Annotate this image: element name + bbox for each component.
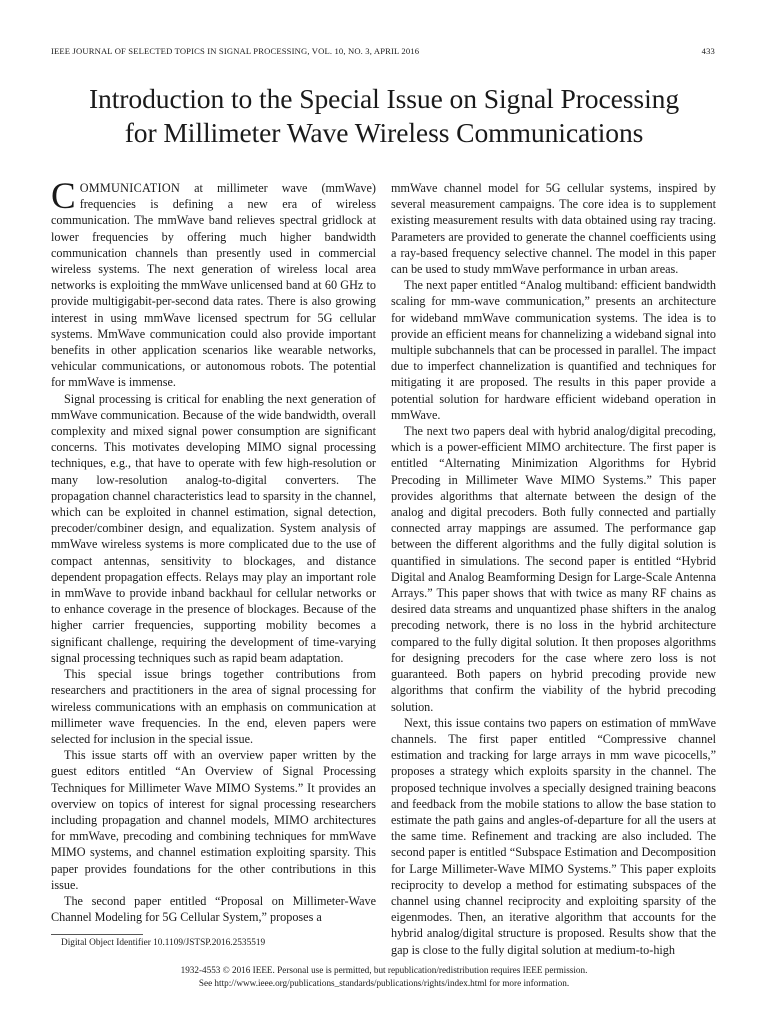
- drop-cap: C: [51, 176, 76, 217]
- paragraph: [51, 176, 376, 391]
- page-number: 433: [701, 46, 715, 56]
- paragraph: The second paper entitled “Proposal on Millimeter-Wave Channel Modeling for 5G Cellular System,” proposes a: [51, 893, 376, 925]
- copyright-line-2: See http://www.ieee.org/publications_standards/publications/rights/index.html for more information.: [198, 978, 570, 988]
- paragraph: Signal processing is critical for enabling the next generation of mmWave communication. Because of the wide bandwidth, overall complexity and mixed signal power consumption are significant concerns. This motivates developing MIMO signal processing techniques, e.g., that have to operate with few high-resolution or many low-resolution analog-to-digital converters. The propagation channel characteristics lead to sparsity in the channel, which can be exploited in channel estimation, signal detection, precoder/combiner design, and equalization. System analysis of mmWave wireless systems is more complicated due to the use of compact antennas, sensitivity to blockages, and distance dependent propagation effects. Relays may play an important role in mmWave to provide inband backhaul for cellular networks or to enhance coverage in the presence of blockages. Because of the higher carrier frequencies, supporting mobility becomes a significant challenge, requiring the development of time-varying signal processing techniques such as rapid beam adaptation.: [51, 391, 376, 665]
- footnote-divider: [51, 934, 143, 935]
- doi-footnote: Digital Object Identifier 10.1109/JSTSP.2016.2535519: [61, 938, 266, 948]
- article-title: [40, 82, 728, 150]
- copyright-notice: [0, 964, 768, 990]
- title-line-2: for Millimeter Wave Wireless Communications: [124, 117, 644, 148]
- journal-name: IEEE JOURNAL OF SELECTED TOPICS IN SIGNAL PROCESSING, VOL. 10, NO. 3, APRIL 2016: [51, 46, 420, 56]
- lead-word: OMMUNICATION: [79, 181, 181, 195]
- paragraph: This issue starts off with an overview paper written by the guest editors entitled “An Overview of Signal Processing Techniques for Millimeter Wave MIMO Systems.” It provides an overview on topics of interest for signal processing researchers including propagation and channel models, MIMO architectures for mmWave, precoding and combining techniques for mmWave MIMO systems, and channel estimation exploiting sparsity. This paper provides foundations for the other contributions in this issue.: [51, 748, 376, 892]
- title-line-1: Introduction to the Special Issue on Signal Processing: [88, 83, 680, 114]
- paragraph: mmWave channel model for 5G cellular systems, inspired by several measurement campaigns. The core idea is to supplement existing measurement results with data obtained using ray tracing. Parameters are provided to generate the channel coefficients using a ray-based frequency selective channel. The model in this paper can be used to study mmWave performance in urban areas.: [391, 181, 716, 277]
- paragraph: Next, this issue contains two papers on estimation of mmWave channels. The first paper entitled “Compressive channel estimation and tracking for large arrays in mm wave picocells,” proposes a strategy which exploits sparsity in the channel. The proposed technique involves a specially designed training beacons and feedback from the mobile stations to allow the base station to estimate the path gains and angles-of-departure for all the users at the same time. Refinement and tracking are also included. The second paper is entitled “Subspace Estimation and Decomposition for Large Millimeter-Wave MIMO Systems.” This paper exploits reciprocity to develop a method for estimating subspaces of the channel using channel reciprocity and exploiting sparsity of the eigenmodes. Then, an iterative algorithm that accounts for the hybrid analog/digital structure is proposed. Results show that the gap is close to the fully digital solution at medium-to-high: [391, 715, 716, 957]
- left-column: [51, 176, 376, 925]
- paragraph: The next two papers deal with hybrid analog/digital precoding, which is a power-efficient MIMO architecture. The first paper is entitled “Alternating Minimization Algorithms for Hybrid Precoding in Millimeter Wave MIMO Systems.” This paper provides algorithms that alternate between the design of the analog and digital precoders. Both fully connected and partially connected array mappings are assumed. The performance gap between the different algorithms and the fully digital solution is quantified in simulations. The second paper is entitled “Hybrid Digital and Analog Beamforming Design for Large-Scale Antenna Arrays.” This paper shows that with twice as many RF chains as desired data streams and unquantized phase shifters in the analog precoding network, there is no loss in the hybrid architecture compared to the fully digital solution. It then proposes algorithms for designing precoders for the case where zero loss is not guaranteed. Both papers on hybrid precoding provide new algorithms that confirm the viability of the hybrid precoding solution.: [391, 424, 716, 714]
- right-column: [391, 180, 716, 958]
- paragraph-text: at millimeter wave (mmWave) frequencies is defining a new era of wireless communication. The mmWave band relieves spectral gridlock at lower frequencies by offering much higher bandwidth communication channels than presently used in commercial wireless systems. The next generation of wireless local area networks is exploiting the mmWave unlicensed band at 60 GHz to provide multigigabit-per-second data rates. There is also growing interest in using mmWave licensed spectrum for 5G cellular systems. MmWave communication could also provide important benefits in other application scenarios like wearable networks, vehicular communications, or autonomous robots. The potential for mmWave is immense.: [51, 181, 376, 390]
- running-header: [51, 46, 715, 56]
- copyright-line-1: 1932-4553 © 2016 IEEE. Personal use is permitted, but republication/redistribution requires IEEE permission.: [180, 965, 588, 975]
- paragraph: The next paper entitled “Analog multiband: efficient bandwidth scaling for mm-wave communication,” presents an architecture for wideband mmWave communication systems. The idea is to provide an efficient means for channelizing a wideband signal into multiple subchannels that can be processed in parallel. The impact due to imperfect channelization is quantified and techniques for mitigating it are proposed. The results in this paper provide a potential solution for hardware efficient wideband operation in mmWave.: [391, 278, 717, 422]
- paragraph: This special issue brings together contributions from researchers and practitioners in the area of signal processing for wireless communications with an emphasis on communication at millimeter wave frequencies. In the end, eleven papers were selected for inclusion in the special issue.: [51, 667, 376, 746]
